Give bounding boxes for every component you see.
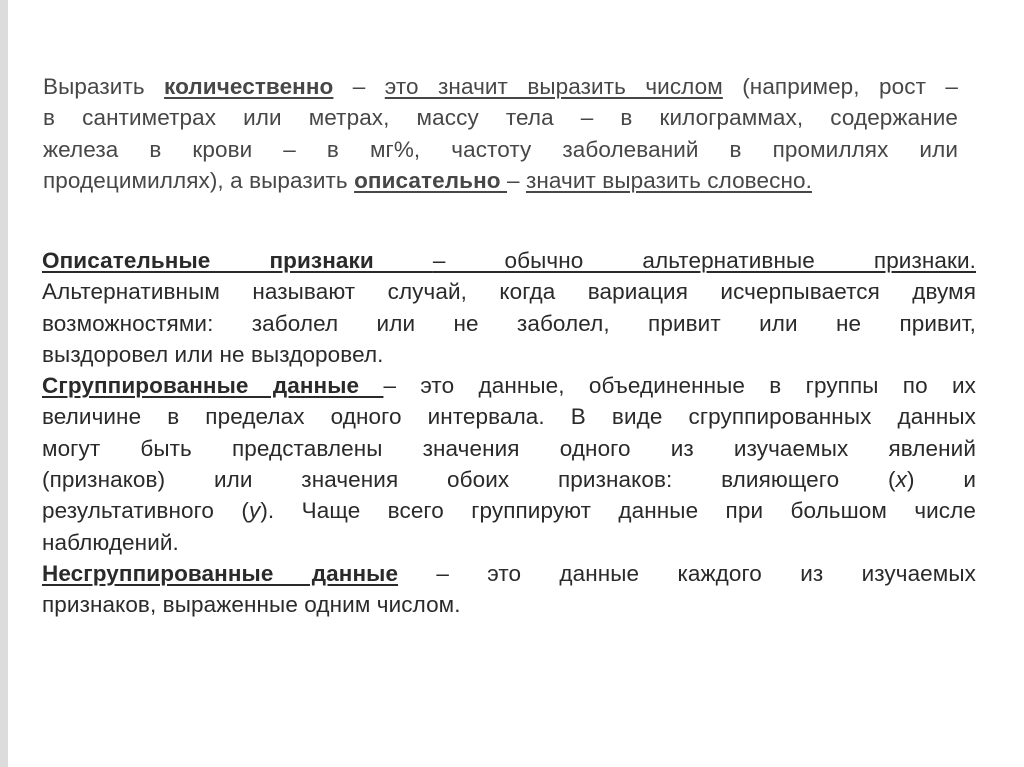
def2-line-5: результативного (у). Чаще всего группируют данные при большом числе	[42, 498, 976, 524]
term-descriptive-features: Описательные признаки	[42, 248, 433, 273]
def2-line-1: Сгруппированные данные – это данные, объединенные в группы по их	[42, 373, 976, 399]
def3-line-2: признаков, выраженные одним числом.	[42, 592, 461, 618]
def1-line-4: выздоровел или не выздоровел.	[42, 341, 384, 367]
term-ungrouped-data: Несгруппированные данные	[42, 560, 399, 586]
p1-line-1: Выразить количественно – это значит выразить числом (например, рост –	[43, 74, 958, 99]
p1-line-2: в сантиметрах или метрах, массу тела – в килограммах, содержание	[43, 105, 958, 131]
def2-line-6: наблюдений.	[42, 529, 179, 555]
term-grouped-data: Сгруппированные данные	[42, 373, 384, 399]
def2-line-2: величине в пределах одного интервала. В виде сгруппированных данных	[42, 404, 976, 430]
paragraph-definitions	[42, 245, 976, 621]
definition-quantitative: это значит выразить числом	[384, 74, 723, 99]
def1-line-1: Описательные признаки – обычно альтернативные признаки.	[42, 248, 976, 273]
def3-line-1: Несгруппированные данные – это данные каждого из изучаемых	[42, 560, 976, 586]
paragraph-quantitative-descriptive	[43, 71, 958, 196]
definition-descriptive: значит выразить словесно.	[525, 167, 812, 193]
variable-y: у	[248, 498, 261, 524]
p1-line-3: железа в крови – в мг%, частоту заболеваний в промиллях или	[43, 136, 958, 162]
def1-line-2: Альтернативным называют случай, когда вариация исчерпывается двумя	[42, 279, 976, 305]
slide-left-edge	[0, 0, 8, 767]
p1-line-4: продецимиллях), а выразить описательно – значит выразить словесно.	[43, 167, 812, 193]
def1-line-3: возможностями: заболел или не заболел, привит или не привит,	[42, 310, 976, 336]
term-quantitative: количественно	[164, 74, 334, 99]
variable-x: х	[895, 467, 907, 493]
def2-line-4: (признаков) или значения обоих признаков: влияющего (х) и	[42, 467, 976, 493]
term-descriptive: описательно	[354, 167, 507, 193]
def2-line-3: могут быть представлены значения одного из изучаемых явлений	[42, 435, 976, 461]
